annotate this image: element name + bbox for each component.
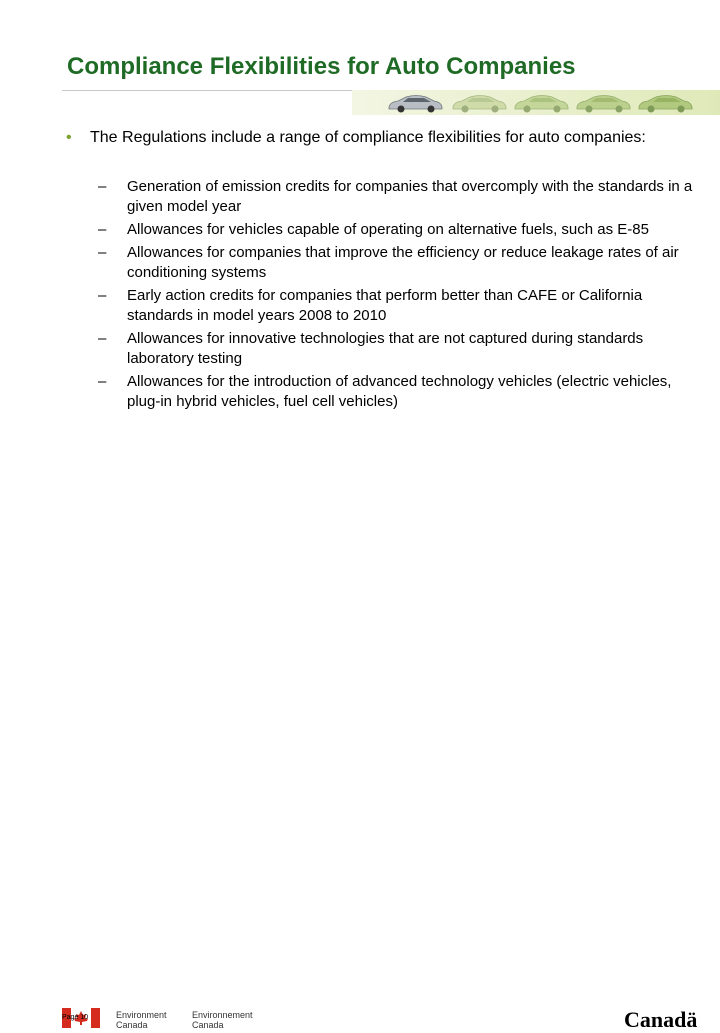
- list-item-text: Generation of emission credits for companies that overcomply with the standards in a given model year: [127, 178, 693, 215]
- list-item-text: Allowances for the introduction of advanced technology vehicles (electric vehicles, plug-in hybrid vehicles, fuel cell vehicles): [127, 373, 672, 410]
- list-item: [98, 177, 698, 217]
- slide-footer: [0, 500, 720, 1032]
- dash-marker: –: [98, 287, 107, 304]
- org-en-line1: Environment: [116, 1010, 167, 1020]
- list-item: [98, 372, 698, 412]
- list-item: [98, 220, 698, 240]
- list-item-text: Allowances for companies that improve the efficiency or reduce leakage rates of air conditioning systems: [127, 244, 679, 281]
- canada-wordmark: Canadä: [624, 1007, 698, 1032]
- car-icon: [450, 92, 508, 114]
- car-icon: [636, 92, 694, 114]
- org-name-en: [116, 1010, 167, 1030]
- dash-marker: –: [98, 373, 107, 390]
- dash-marker: –: [98, 244, 107, 261]
- list-item-text: Allowances for vehicles capable of operating on alternative fuels, such as E-85: [127, 221, 649, 238]
- list-item-text: Early action credits for companies that perform better than CAFE or California standards in model years 2008 to 2010: [127, 287, 643, 324]
- bullet-marker: •: [66, 129, 72, 146]
- list-item: [98, 286, 698, 326]
- org-fr-line1: Environnement: [192, 1010, 253, 1020]
- list-item: [98, 243, 698, 283]
- car-icon: [574, 92, 632, 114]
- car-icon: [386, 92, 444, 114]
- org-fr-line2: Canada: [192, 1020, 224, 1030]
- list-item: [98, 329, 698, 369]
- org-name-fr: [192, 1010, 253, 1030]
- intro-text: The Regulations include a range of compliance flexibilities for auto companies:: [90, 129, 646, 146]
- dash-marker: –: [98, 178, 107, 195]
- dash-marker: –: [98, 330, 107, 347]
- car-icon: [512, 92, 570, 114]
- slide-title: Compliance Flexibilities for Auto Companies: [67, 53, 576, 80]
- sub-bullet-list: [98, 177, 698, 415]
- org-en-line2: Canada: [116, 1020, 148, 1030]
- page-number: Page 10: [62, 1014, 89, 1021]
- dash-marker: –: [98, 221, 107, 238]
- list-item-text: Allowances for innovative technologies that are not captured during standards laboratory testing: [127, 330, 644, 367]
